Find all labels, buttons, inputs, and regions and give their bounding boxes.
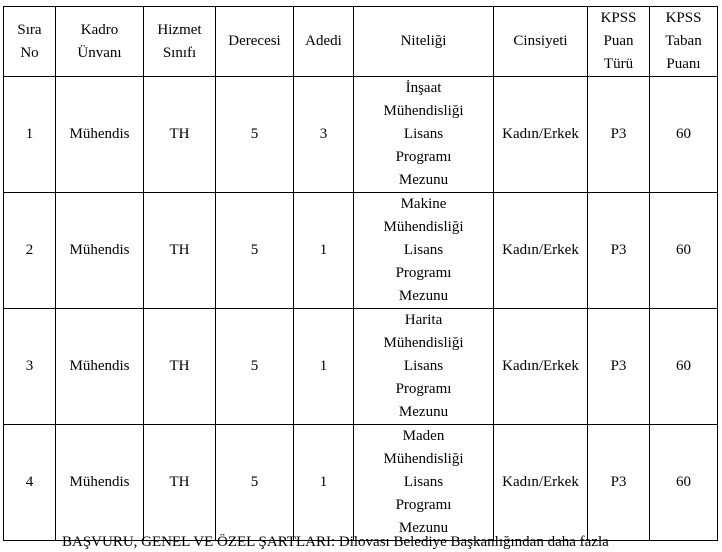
cell-kadro-unvani: Mühendis bbox=[56, 193, 144, 309]
cell-cinsiyeti: Kadın/Erkek bbox=[494, 193, 588, 309]
application-conditions-text: BAŞVURU, GENEL VE ÖZEL ŞARTLARI: Dilovası Belediye Başkanlığından daha fazla bbox=[62, 534, 609, 550]
cell-cinsiyeti: Kadın/Erkek bbox=[494, 77, 588, 193]
cell-kpss-puan-turu: P3 bbox=[588, 77, 650, 193]
cell-hizmet-sinifi: TH bbox=[144, 425, 216, 541]
cell-kpss-puan-turu: P3 bbox=[588, 425, 650, 541]
cell-niteligi: Maden Mühendisliği Lisans Programı Mezunu bbox=[354, 425, 494, 541]
cell-adedi: 3 bbox=[294, 77, 354, 193]
cell-niteligi: Makine Mühendisliği Lisans Programı Mezunu bbox=[354, 193, 494, 309]
table-row bbox=[4, 77, 718, 193]
cell-sira-no: 1 bbox=[4, 77, 56, 193]
header-niteligi: Niteliği bbox=[354, 7, 494, 77]
header-hizmet-sinifi: Hizmet Sınıfı bbox=[144, 7, 216, 77]
header-derecesi: Derecesi bbox=[216, 7, 294, 77]
cell-niteligi: İnşaat Mühendisliği Lisans Programı Mezunu bbox=[354, 77, 494, 193]
cell-kadro-unvani: Mühendis bbox=[56, 309, 144, 425]
cell-derecesi: 5 bbox=[216, 193, 294, 309]
header-kadro-unvani: Kadro Ünvanı bbox=[56, 7, 144, 77]
header-adedi: Adedi bbox=[294, 7, 354, 77]
cell-kpss-taban-puani: 60 bbox=[650, 77, 718, 193]
cell-sira-no: 2 bbox=[4, 193, 56, 309]
cell-hizmet-sinifi: TH bbox=[144, 309, 216, 425]
cell-adedi: 1 bbox=[294, 309, 354, 425]
cell-kadro-unvani: Mühendis bbox=[56, 77, 144, 193]
cell-sira-no: 4 bbox=[4, 425, 56, 541]
cell-kpss-taban-puani: 60 bbox=[650, 193, 718, 309]
header-kpss-taban-puani: KPSS Taban Puanı bbox=[650, 7, 718, 77]
job-positions-table bbox=[3, 6, 718, 541]
cell-kpss-puan-turu: P3 bbox=[588, 309, 650, 425]
cell-derecesi: 5 bbox=[216, 77, 294, 193]
cell-cinsiyeti: Kadın/Erkek bbox=[494, 425, 588, 541]
table-row bbox=[4, 193, 718, 309]
header-sira-no: Sıra No bbox=[4, 7, 56, 77]
cell-adedi: 1 bbox=[294, 425, 354, 541]
cell-hizmet-sinifi: TH bbox=[144, 193, 216, 309]
table-row bbox=[4, 309, 718, 425]
cell-kpss-taban-puani: 60 bbox=[650, 309, 718, 425]
cell-cinsiyeti: Kadın/Erkek bbox=[494, 309, 588, 425]
header-cinsiyeti: Cinsiyeti bbox=[494, 7, 588, 77]
cell-kpss-puan-turu: P3 bbox=[588, 193, 650, 309]
cell-kpss-taban-puani: 60 bbox=[650, 425, 718, 541]
table-row bbox=[4, 425, 718, 541]
cell-niteligi: Harita Mühendisliği Lisans Programı Mezunu bbox=[354, 309, 494, 425]
cell-hizmet-sinifi: TH bbox=[144, 77, 216, 193]
cell-adedi: 1 bbox=[294, 193, 354, 309]
cell-kadro-unvani: Mühendis bbox=[56, 425, 144, 541]
cell-derecesi: 5 bbox=[216, 309, 294, 425]
header-kpss-puan-turu: KPSS Puan Türü bbox=[588, 7, 650, 77]
cell-derecesi: 5 bbox=[216, 425, 294, 541]
table-header-row bbox=[4, 7, 718, 77]
cell-sira-no: 3 bbox=[4, 309, 56, 425]
